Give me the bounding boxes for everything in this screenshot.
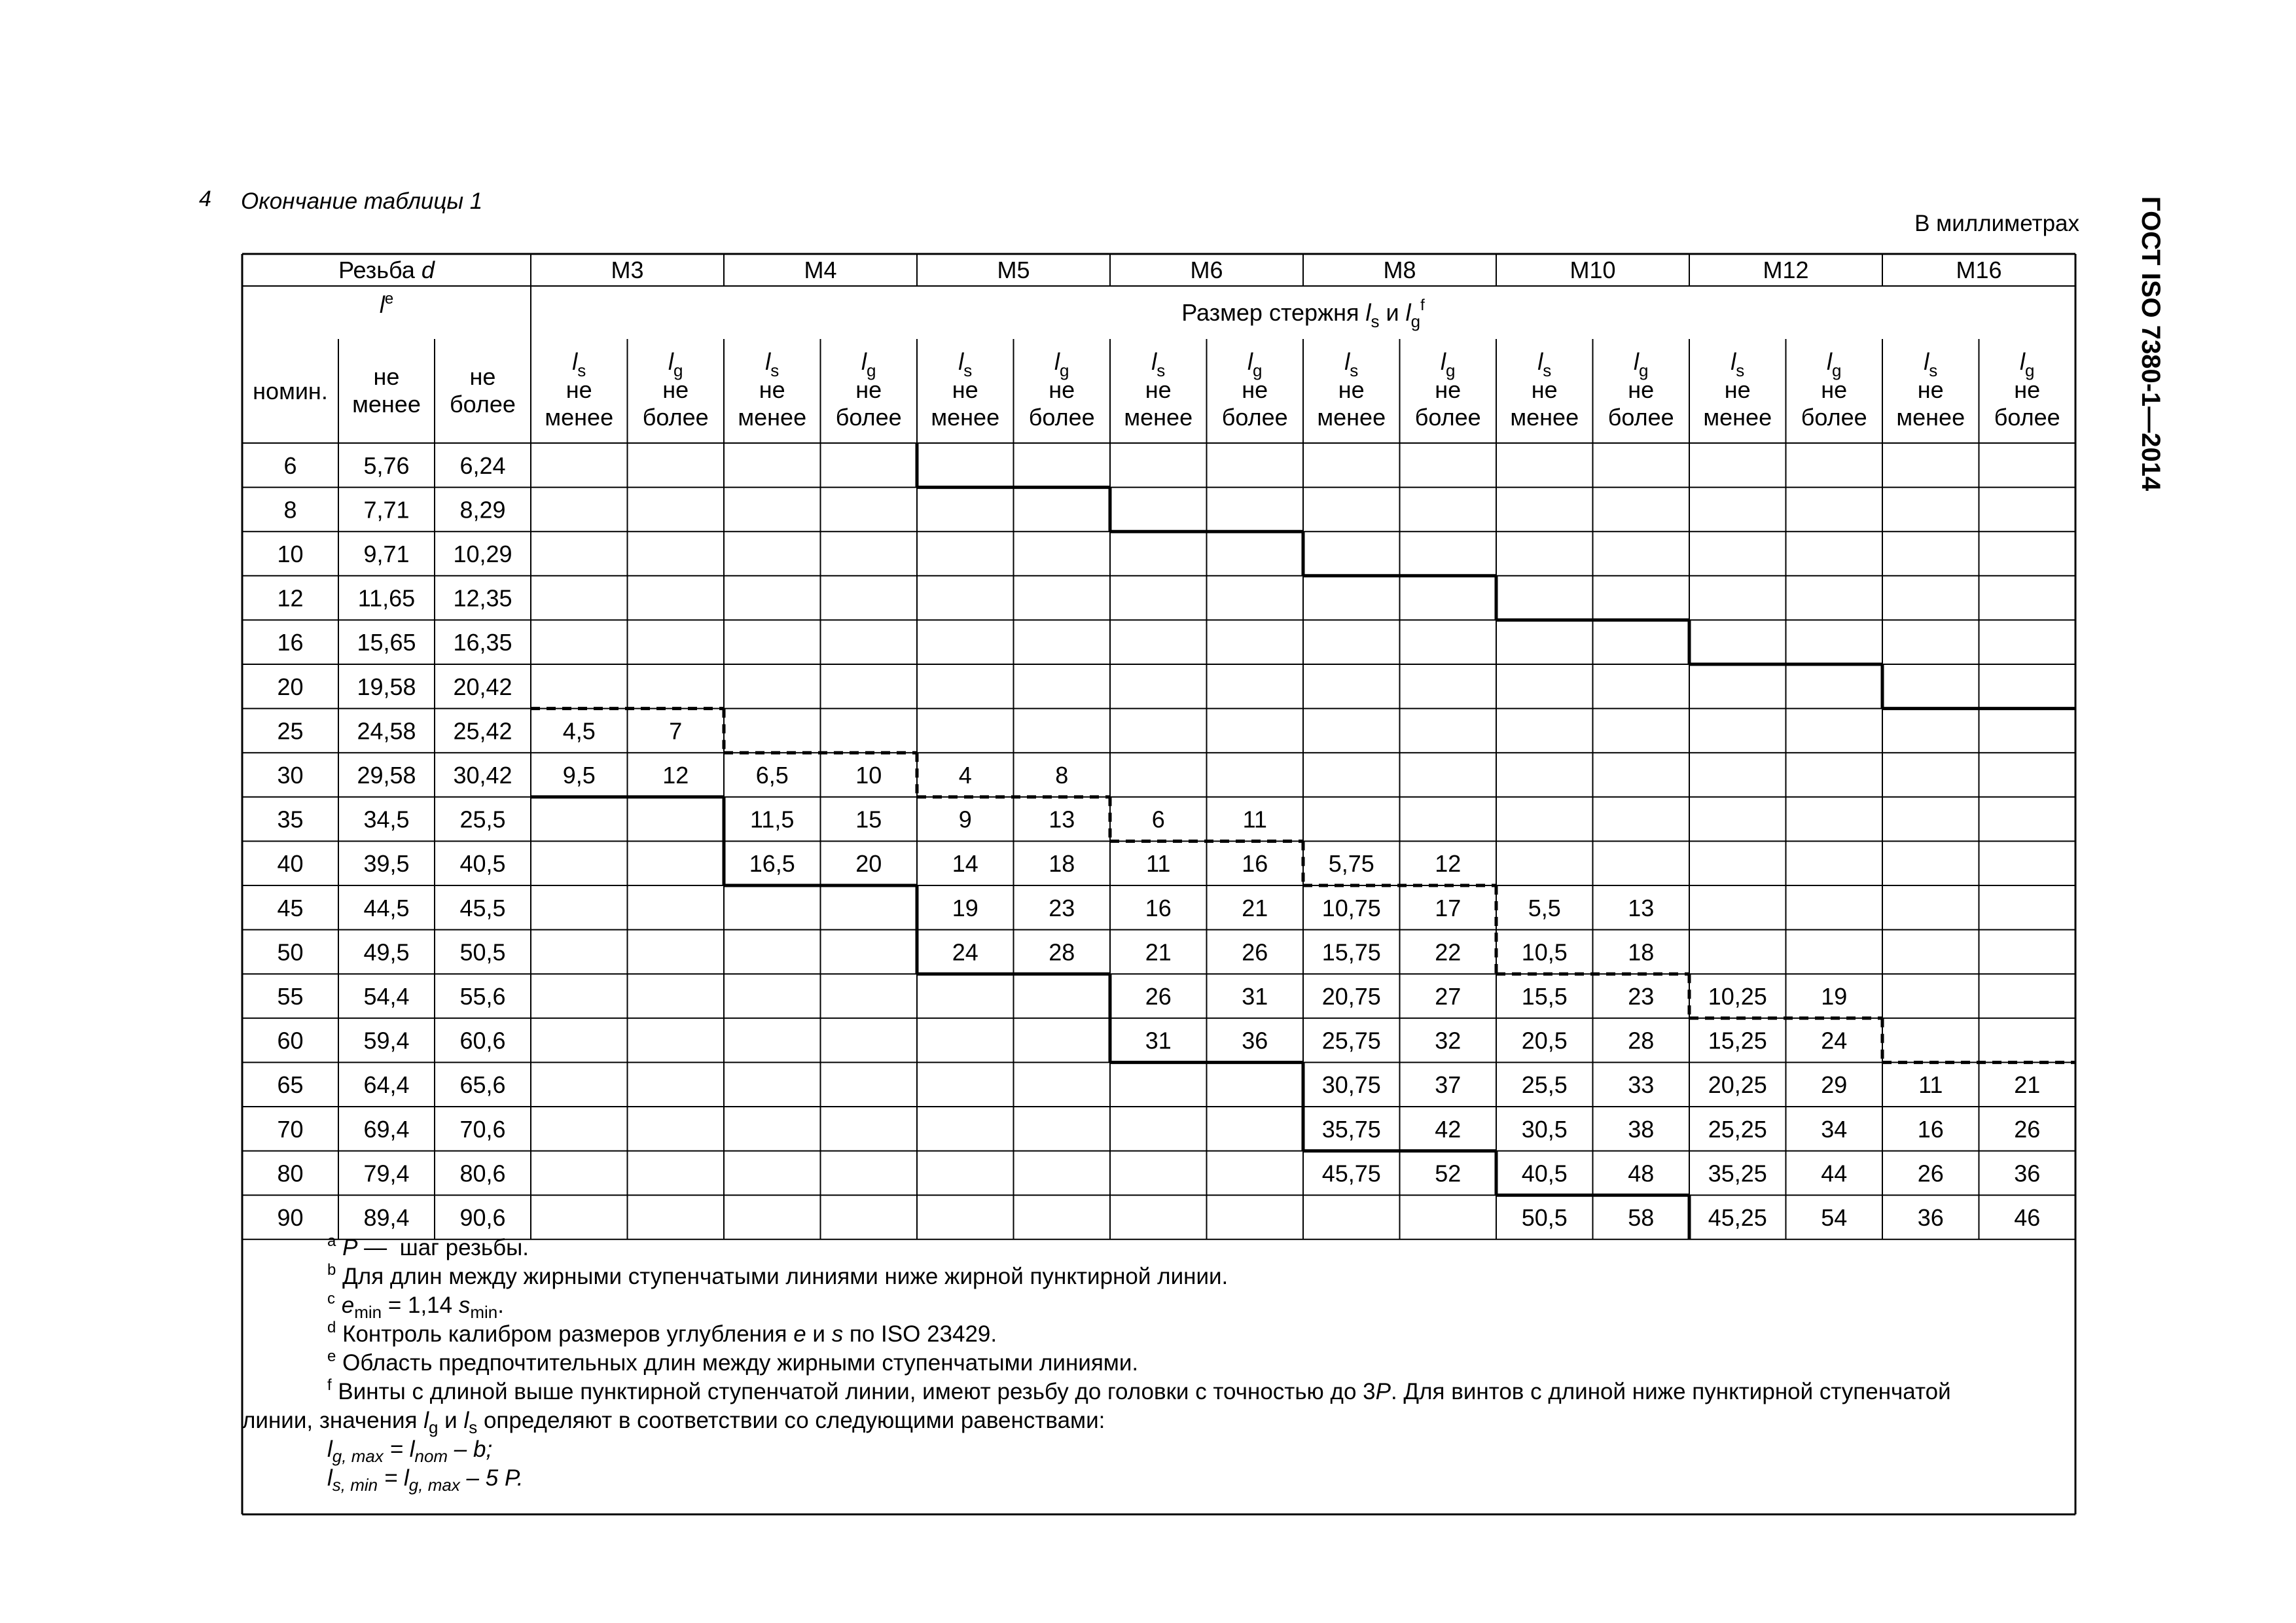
shank-size-label: Размер стержня $l_s$ и $l_g^f$ (1181, 296, 1425, 331)
table-cell: 36 (2014, 1160, 2041, 1187)
max-label-line2: более (450, 391, 516, 418)
table-cell: 16 (1145, 894, 1172, 921)
col-label-line1: не (1724, 376, 1751, 403)
lg-symbol: $l_g$ (1827, 348, 1842, 380)
min-length-cell: 19,58 (357, 673, 416, 700)
min-length-cell: 39,5 (363, 850, 410, 878)
ls-symbol: $l_s$ (1537, 348, 1552, 380)
table-cell: 22 (1435, 938, 1462, 966)
max-length-cell: 20,42 (453, 673, 512, 700)
table-cell: 42 (1435, 1115, 1462, 1143)
table-cell: 32 (1435, 1027, 1462, 1054)
min-length-cell: 54,4 (363, 983, 410, 1010)
col-label-line1: не (1435, 376, 1462, 403)
col-label-line1: не (1049, 376, 1075, 403)
table-cell: 24 (1821, 1027, 1848, 1054)
max-length-cell: 45,5 (459, 894, 506, 921)
footnote-e-text: Область предпочтительных длин между жирными ступенчатыми линиями. (342, 1350, 1139, 1376)
table-cell: 30,75 (1321, 1071, 1381, 1099)
table-cell: 35,75 (1321, 1115, 1381, 1143)
table-cell: 11 (1918, 1071, 1943, 1099)
nominal-label: номин. (253, 378, 328, 404)
max-length-cell: 60,6 (459, 1027, 506, 1054)
col-label-line2: более (1994, 404, 2060, 431)
table-cell: 20,5 (1521, 1027, 1568, 1054)
table-cell: 5,75 (1328, 850, 1374, 878)
table-cell: 26 (1242, 938, 1268, 966)
max-length-cell: 65,6 (459, 1071, 506, 1099)
max-length-cell: 80,6 (459, 1160, 506, 1187)
table-cell: 7 (669, 717, 683, 745)
table-cell: 13 (1049, 806, 1075, 833)
table-cell: 12 (662, 762, 689, 789)
thread-m8: M8 (1383, 257, 1416, 283)
col-label-line2: менее (738, 404, 807, 431)
ls-symbol: $l_s$ (572, 348, 586, 380)
nominal-length-cell: 70 (277, 1115, 304, 1143)
col-label-line1: не (1917, 376, 1944, 403)
table-cell: 40,5 (1521, 1160, 1568, 1187)
lg-symbol: $l_g$ (668, 348, 683, 380)
lg-symbol: $l_g$ (2020, 348, 2035, 380)
col-label-line2: менее (931, 404, 1000, 431)
min-length-cell: 9,71 (363, 541, 410, 567)
table-cell: 23 (1628, 983, 1655, 1010)
nominal-length-cell: 40 (277, 850, 304, 878)
table-cell: 25,5 (1521, 1071, 1568, 1099)
col-label-line1: не (1628, 376, 1655, 403)
footnote-c: $^c$ $e_{min} = 1,14$ $s_{min}$. (327, 1290, 504, 1322)
min-length-cell: 15,65 (357, 629, 416, 656)
table-cell: 11,5 (750, 806, 795, 833)
thread-m3: M3 (611, 257, 644, 283)
ls-symbol: $l_s$ (958, 348, 973, 380)
table-cell: 25,25 (1708, 1115, 1767, 1143)
table-cell: 16,5 (749, 850, 795, 878)
document-id: ГОСТ ISO 7380-1—2014 (2136, 196, 2165, 491)
nominal-length-cell: 10 (277, 541, 304, 567)
table-cell: 15,5 (1521, 983, 1568, 1010)
col-label-line2: менее (1896, 404, 1965, 431)
table-cell: 20 (855, 850, 882, 878)
nominal-length-cell: 60 (277, 1027, 304, 1054)
max-length-cell: 8,29 (459, 496, 506, 524)
col-label-line1: не (662, 376, 689, 403)
nominal-length-cell: 80 (277, 1160, 304, 1187)
max-length-cell: 40,5 (459, 850, 506, 878)
table-cell: 33 (1628, 1071, 1655, 1099)
min-length-cell: 24,58 (357, 717, 416, 745)
thread-m6: M6 (1190, 257, 1223, 283)
table-cell: 10,75 (1321, 894, 1381, 921)
col-label-line1: не (855, 376, 882, 403)
length-label: $l^e$ (379, 290, 394, 318)
thread-label: Резьба d (338, 257, 435, 283)
col-label-line2: менее (1317, 404, 1386, 431)
table-cell: 45,75 (1321, 1160, 1381, 1187)
table-cell: 54 (1821, 1204, 1848, 1231)
table-cell: 27 (1435, 983, 1462, 1010)
table-cell: 18 (1628, 938, 1655, 966)
nominal-length-cell: 65 (277, 1071, 304, 1099)
min-label-line2: менее (352, 391, 421, 418)
footnote-a: $^a$ P — шаг резьбы. (327, 1232, 529, 1260)
footnote-f: $^f$ Винты с длиной выше пунктирной ступенчатой линии, имеют резьбу до головки с точностью до 3P. Для винтов с длиной ниже пунктирной ступенчатой (327, 1376, 1951, 1404)
table-cell: 10,5 (1521, 938, 1568, 966)
table-cell: 21 (2014, 1071, 2041, 1099)
min-length-cell: 44,5 (363, 894, 410, 921)
table-cell: 46 (2014, 1204, 2041, 1231)
max-length-cell: 70,6 (459, 1115, 506, 1143)
table-cell: 11 (1242, 806, 1267, 833)
table-cell: 31 (1145, 1027, 1172, 1054)
col-label-line1: не (1531, 376, 1558, 403)
max-length-cell: 50,5 (459, 938, 506, 966)
nominal-length-cell: 12 (277, 584, 304, 612)
table-cell: 26 (1145, 983, 1172, 1010)
nominal-length-cell: 55 (277, 983, 304, 1010)
nominal-length-cell: 6 (283, 452, 297, 479)
table-cell: 11 (1146, 850, 1171, 878)
nominal-length-cell: 35 (277, 806, 304, 833)
nominal-length-cell: 45 (277, 894, 304, 921)
table-cell: 4 (958, 762, 972, 789)
thread-m10: M10 (1570, 257, 1616, 283)
table-cell: 31 (1242, 983, 1268, 1010)
col-label-line1: не (2014, 376, 2041, 403)
col-label-line2: более (1028, 404, 1095, 431)
ls-symbol: $l_s$ (1924, 348, 1938, 380)
min-length-cell: 7,71 (363, 496, 410, 524)
min-length-cell: 34,5 (363, 806, 410, 833)
table-cell: 45,25 (1708, 1204, 1767, 1231)
table-cell: 15,25 (1708, 1027, 1767, 1054)
nominal-length-cell: 90 (277, 1204, 304, 1231)
col-label-line2: менее (1703, 404, 1772, 431)
footnote-b: $^b$ Для длин между жирными ступенчатыми линиями ниже жирной пунктирной линии. (327, 1261, 1229, 1289)
table-cell: 23 (1049, 894, 1075, 921)
max-length-cell: 12,35 (453, 584, 512, 612)
col-label-line1: не (565, 376, 592, 403)
table-cell: 8 (1055, 762, 1069, 789)
table-cell: 6 (1151, 806, 1165, 833)
max-length-cell: 90,6 (459, 1204, 506, 1231)
table-cell: 28 (1049, 938, 1075, 966)
table-cell: 52 (1435, 1160, 1462, 1187)
table-cell: 29 (1821, 1071, 1848, 1099)
table-cell: 10,25 (1708, 983, 1767, 1010)
table-cell: 21 (1145, 938, 1172, 966)
nominal-length-cell: 50 (277, 938, 304, 966)
lg-symbol: $l_g$ (1634, 348, 1649, 380)
table-cell: 24 (952, 938, 978, 966)
table-cell: 20,75 (1321, 983, 1381, 1010)
table-cell: 35,25 (1708, 1160, 1767, 1187)
table-cell: 6,5 (755, 762, 789, 789)
table-cell: 28 (1628, 1027, 1655, 1054)
table-cell: 26 (1917, 1160, 1944, 1187)
units-label: В миллиметрах (1914, 211, 2079, 236)
col-label-line2: более (1801, 404, 1867, 431)
table-cell: 37 (1435, 1071, 1462, 1099)
nominal-length-cell: 30 (277, 762, 304, 789)
col-label-line2: менее (1510, 404, 1579, 431)
table-cell: 19 (952, 894, 978, 921)
col-label-line2: более (1414, 404, 1481, 431)
table-cell: 9 (958, 806, 972, 833)
col-label-line2: более (1607, 404, 1674, 431)
min-length-cell: 69,4 (363, 1115, 410, 1143)
lg-symbol: $l_g$ (1247, 348, 1263, 380)
table-cell: 58 (1628, 1204, 1655, 1231)
formula-lg: $l_{g, max} = l_{nom} - b$; (327, 1436, 493, 1466)
footnote-b-text: Для длин между жирными ступенчатыми линиями ниже жирной пунктирной линии. (342, 1264, 1229, 1289)
max-length-cell: 25,42 (453, 717, 512, 745)
table-cell: 19 (1821, 983, 1848, 1010)
max-length-cell: 10,29 (453, 541, 512, 567)
ls-symbol: $l_s$ (1344, 348, 1359, 380)
table-cell: 26 (2014, 1115, 2041, 1143)
thread-m12: M12 (1763, 257, 1809, 283)
max-length-cell: 55,6 (459, 983, 506, 1010)
ls-symbol: $l_s$ (765, 348, 780, 380)
min-length-cell: 59,4 (363, 1027, 410, 1054)
table-cell: 30,5 (1521, 1115, 1568, 1143)
col-label-line2: более (642, 404, 709, 431)
formula-ls: $l_{s, min} = l_{g, max} - 5$ P. (327, 1465, 524, 1495)
table-cell: 10 (855, 762, 882, 789)
ls-symbol: $l_s$ (1151, 348, 1166, 380)
lg-symbol: $l_g$ (1441, 348, 1456, 380)
table-cell: 5,5 (1528, 894, 1561, 921)
min-length-cell: 11,65 (357, 584, 416, 612)
max-length-cell: 25,5 (459, 806, 506, 833)
col-label-line2: менее (545, 404, 614, 431)
table-cell: 38 (1628, 1115, 1655, 1143)
table-cell: 18 (1049, 850, 1075, 878)
table-cell: 36 (1242, 1027, 1268, 1054)
nominal-length-cell: 8 (283, 496, 297, 524)
table-cell: 4,5 (562, 717, 596, 745)
lg-symbol: $l_g$ (861, 348, 876, 380)
table-caption: Окончание таблицы 1 (241, 188, 483, 214)
table-cell: 25,75 (1321, 1027, 1381, 1054)
nominal-length-cell: 20 (277, 673, 304, 700)
table-footnotes (242, 1232, 2062, 1495)
min-length-cell: 5,76 (363, 452, 410, 479)
table-cell: 9,5 (562, 762, 596, 789)
col-label-line2: более (1221, 404, 1288, 431)
min-length-cell: 29,58 (357, 762, 416, 789)
table-cell: 12 (1435, 850, 1462, 878)
table-cell: 36 (1917, 1204, 1944, 1231)
table-cell: 13 (1628, 894, 1655, 921)
max-length-cell: 30,42 (453, 762, 512, 789)
table-cell: 14 (952, 850, 978, 878)
footnote-d: $^d$ Контроль калибром размеров углубления e и s по ISO 23429. (327, 1319, 997, 1347)
table-cell: 48 (1628, 1160, 1655, 1187)
max-length-cell: 16,35 (453, 629, 512, 656)
max-label-line1: не (469, 363, 496, 390)
min-length-cell: 64,4 (363, 1071, 410, 1099)
thread-m5: M5 (997, 257, 1030, 283)
min-length-cell: 49,5 (363, 938, 410, 966)
min-label-line1: не (373, 363, 400, 390)
table-cell: 50,5 (1521, 1204, 1568, 1231)
thread-m16: M16 (1956, 257, 2002, 283)
min-length-cell: 89,4 (363, 1204, 410, 1231)
col-label-line1: не (952, 376, 978, 403)
table-cell: 44 (1821, 1160, 1848, 1187)
lg-symbol: $l_g$ (1054, 348, 1069, 380)
max-length-cell: 6,24 (459, 452, 506, 479)
page-number: 4 (199, 187, 211, 211)
footnote-e: $^e$ Область предпочтительных длин между жирными ступенчатыми линиями. (327, 1347, 1139, 1376)
col-label-line2: менее (1124, 404, 1193, 431)
col-label-line1: не (1821, 376, 1848, 403)
col-label-line1: не (1242, 376, 1268, 403)
table-cell: 16 (1242, 850, 1268, 878)
col-label-line1: не (759, 376, 785, 403)
nominal-length-cell: 25 (277, 717, 304, 745)
table-cell: 20,25 (1708, 1071, 1767, 1099)
col-label-line1: не (1145, 376, 1172, 403)
nominal-length-cell: 16 (277, 629, 304, 656)
table-cell: 34 (1821, 1115, 1848, 1143)
col-label-line1: не (1338, 376, 1365, 403)
min-length-cell: 79,4 (363, 1160, 410, 1187)
table-cell: 16 (1917, 1115, 1944, 1143)
col-label-line2: более (835, 404, 902, 431)
table-cell: 15,75 (1321, 938, 1381, 966)
table-cell: 17 (1435, 894, 1462, 921)
thread-m4: M4 (804, 257, 837, 283)
table-cell: 21 (1242, 894, 1268, 921)
table-cell: 15 (855, 806, 882, 833)
footnote-f-cont: линии, значения $l_g$ и $l_s$ определяют в соответствии со следующими равенствами: (242, 1408, 1105, 1437)
ls-symbol: $l_s$ (1731, 348, 1745, 380)
